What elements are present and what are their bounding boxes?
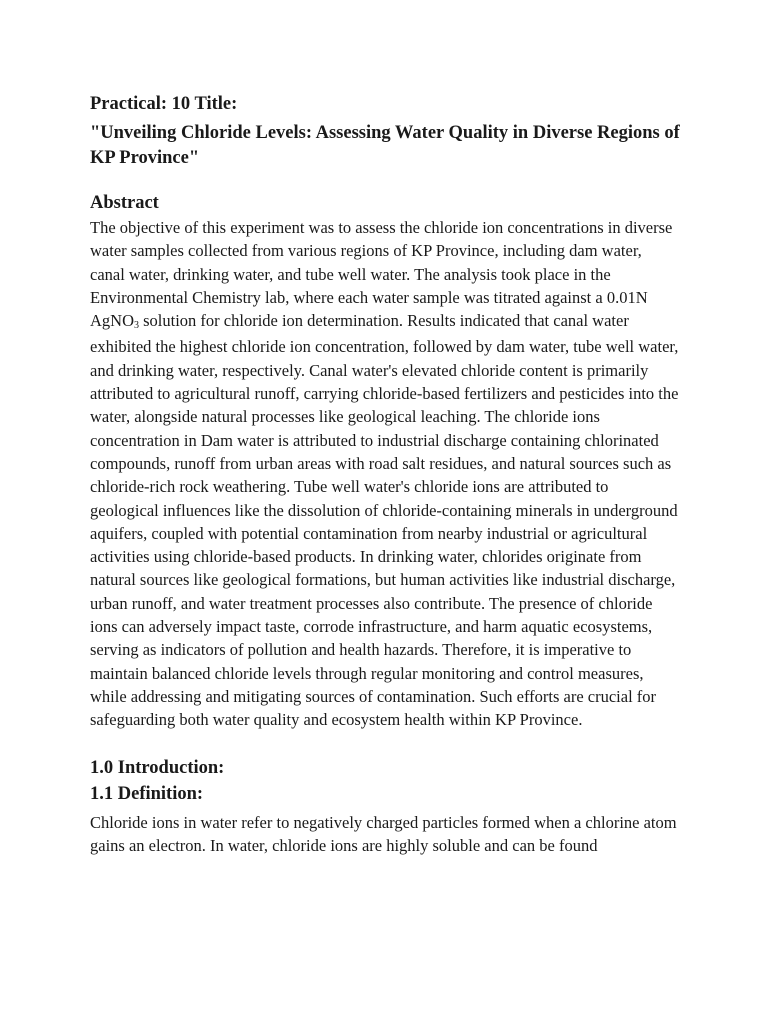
definition-heading: 1.1 Definition: xyxy=(90,783,204,804)
document-page xyxy=(90,92,680,857)
abstract-text-part-1: The objective of this experiment was to assess the chloride ion concentrations in diverse water samples collected from various regions of KP Province, including dam water, canal water, drinking water, and tube well water. The analysis took place in the Environmental Chemistry lab, where each water sample was titrated against a 0.01N AgNO xyxy=(90,218,673,331)
abstract-heading: Abstract xyxy=(90,193,159,213)
document-title: "Unveiling Chloride Levels: Assessing Water Quality in Diverse Regions of KP Province" xyxy=(90,123,680,168)
definition-paragraph: Chloride ions in water refer to negatively charged particles formed when a chlorine atom gains an electron. In water, chloride ions are highly soluble and can be found xyxy=(90,812,677,855)
abstract-text-part-2: solution for chloride ion determination. Results indicated that canal water exhibited the highest chloride ion concentration, followed by dam water, tube well water, and drinking water, respectively. Canal water's elevated chloride content is primarily attributed to agricultural runoff, carrying chloride-based fertilizers and pesticides into the water, alongside natural processes like geological leaching. The chloride ions concentration in Dam water is attributed to industrial discharge containing chlorinated compounds, runoff from urban areas with road salt residues, and natural sources such as chloride-rich rock weathering. Tube well water's chloride ions are attributed to geological influences like the dissolution of chloride-containing minerals in underground aquifers, coupled with potential contamination from nearby industrial or agricultural activities using chloride-based products. In drinking water, chlorides originate from natural sources like geological formations, but human activities like industrial discharge, urban runoff, and water treatment processes also contribute. The presence of chloride ions can adversely impact taste, corrode infrastructure, and harm aquatic ecosystems, serving as indicators of pollution and health hazards. Therefore, it is imperative to maintain balanced chloride levels through regular monitoring and control measures, while addressing and mitigating sources of contamination. Such efforts are crucial for safeguarding both water quality and ecosystem health within KP Province. xyxy=(90,311,679,730)
abstract-paragraph xyxy=(90,216,680,732)
introduction-heading: 1.0 Introduction: xyxy=(90,757,225,778)
formula-subscript: 3 xyxy=(134,320,139,332)
practical-heading: Practical: 10 Title: xyxy=(90,94,238,114)
